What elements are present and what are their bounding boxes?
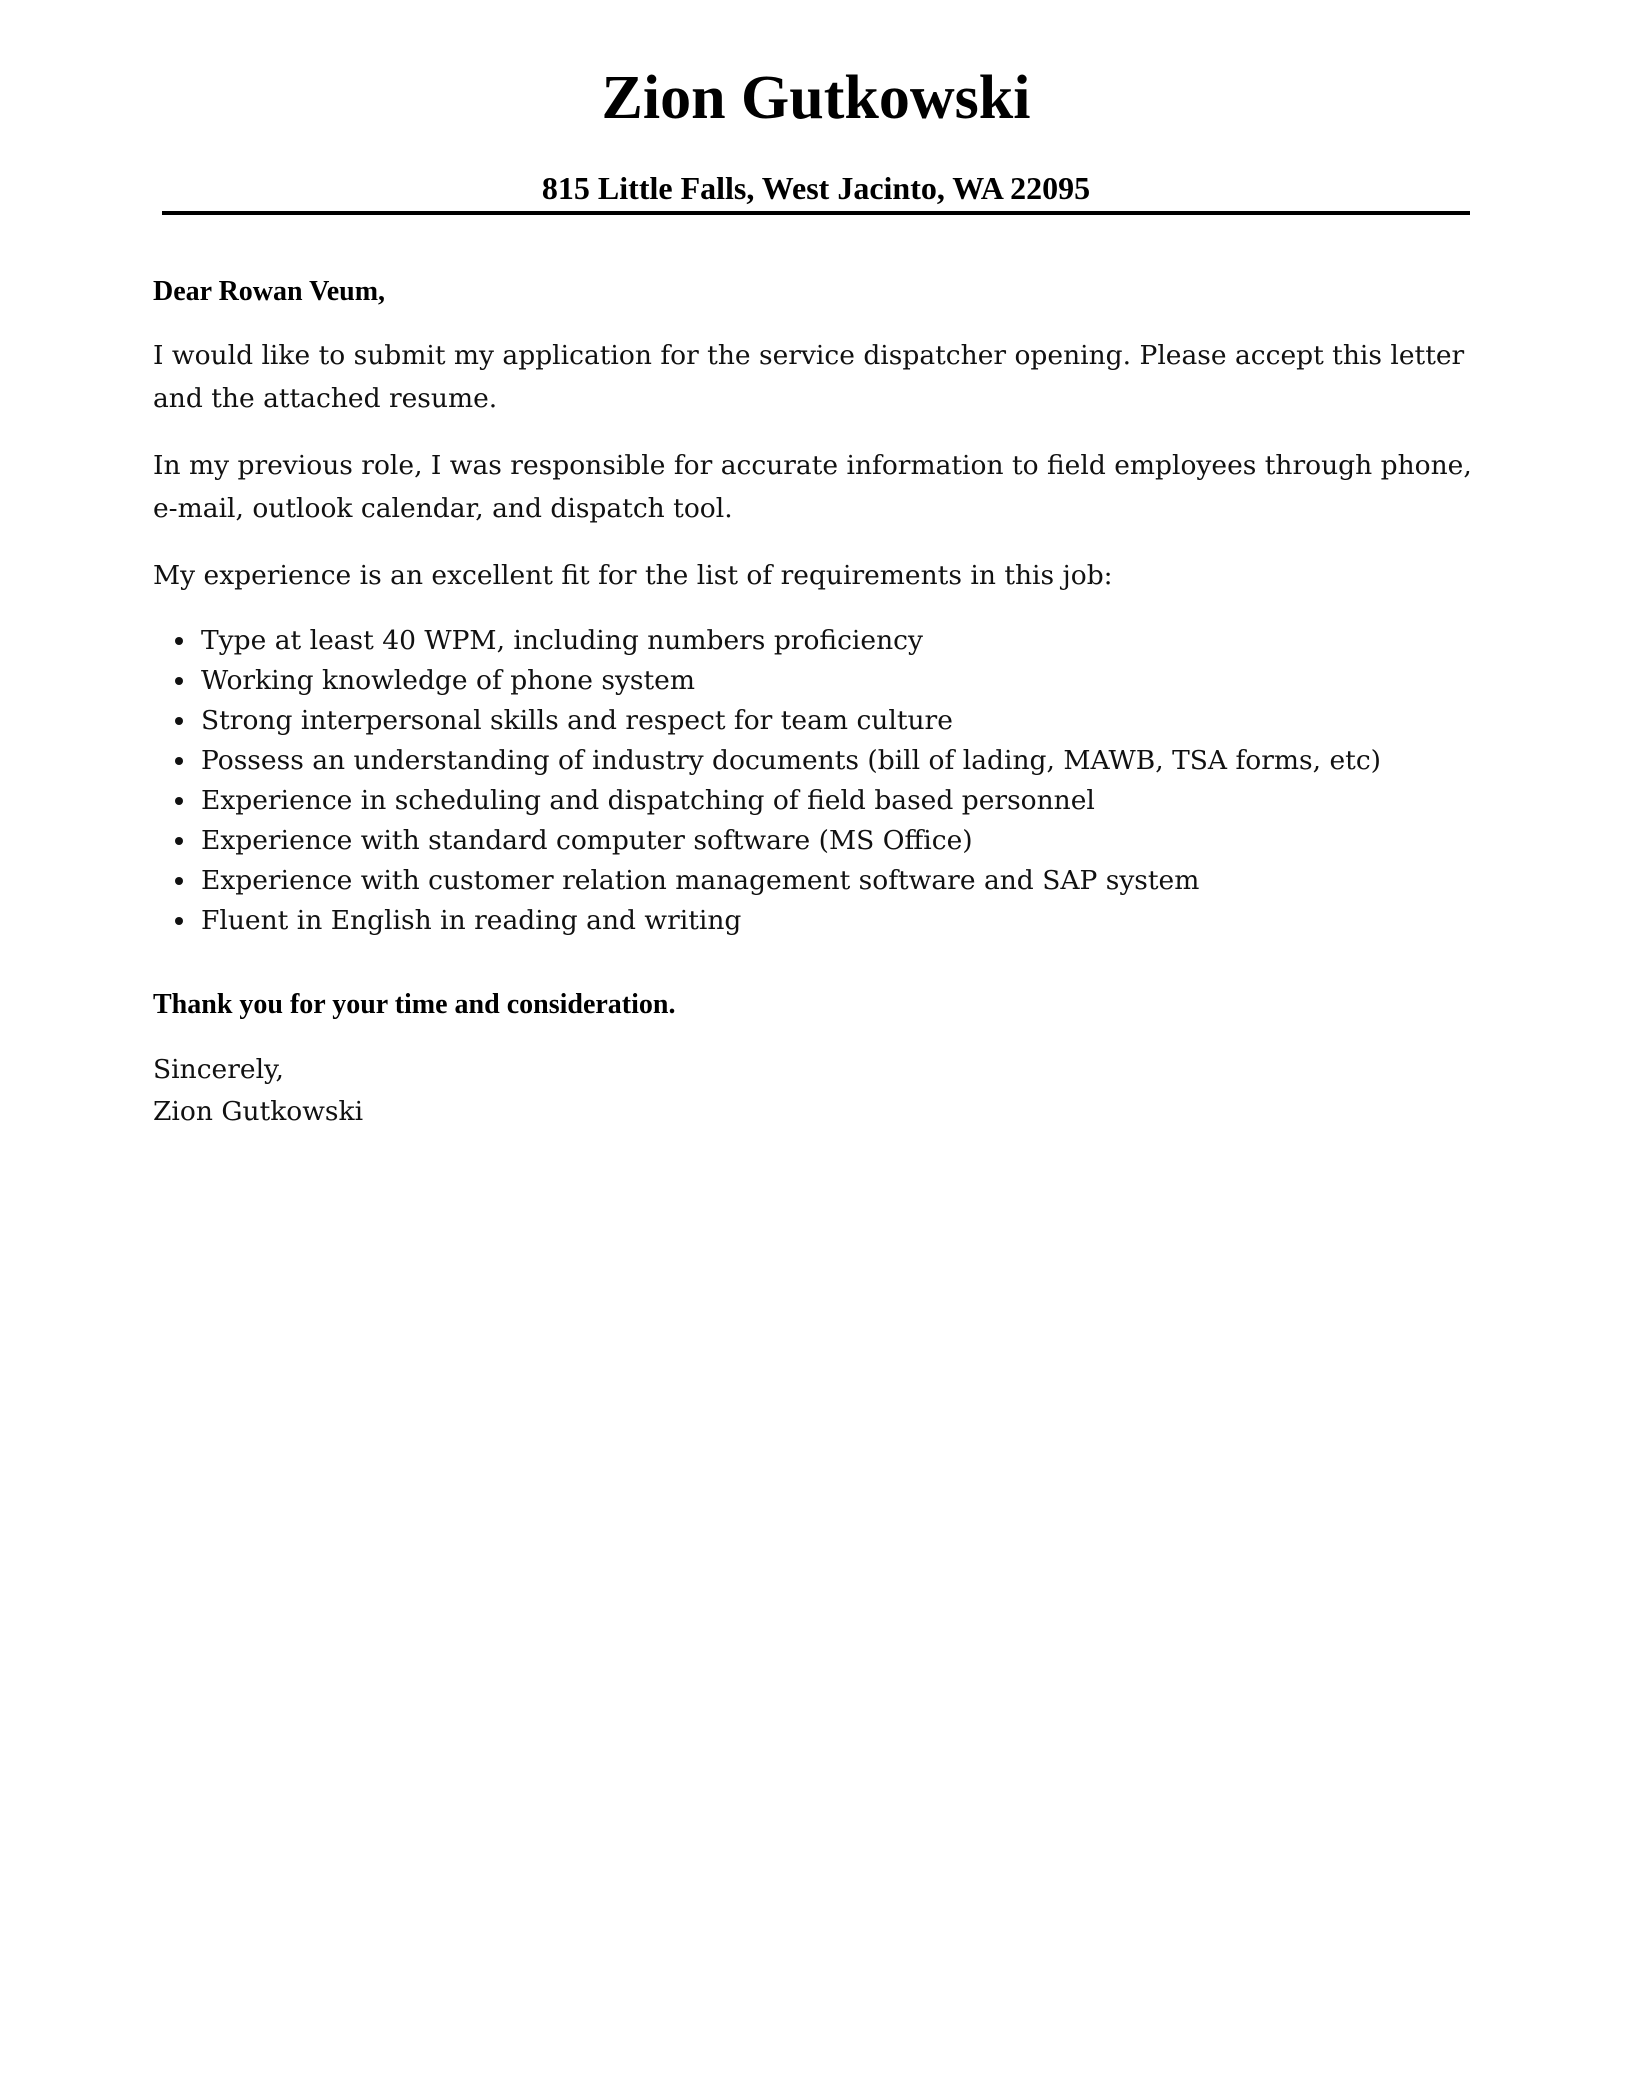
signature-name: Zion Gutkowski [153,1096,364,1127]
letter-header [162,58,1470,208]
list-item-text: Strong interpersonal skills and respect for team culture [201,705,953,736]
bullet-icon [175,797,183,805]
list-item [153,861,1483,901]
requirements-list [153,621,1483,941]
list-item-text: Experience with customer relation management software and SAP system [201,865,1200,896]
list-item-text: Working knowledge of phone system [201,665,695,696]
list-item-text: Type at least 40 WPM, including numbers proficiency [201,625,923,656]
experience-paragraph: In my previous role, I was responsible for accurate information to field employees through phone, e-mail, outlook calendar, and dispatch tool. [153,450,1472,524]
letter-body [153,272,1483,1133]
list-item [153,621,1483,661]
list-item-text: Experience in scheduling and dispatching of field based personnel [201,785,1095,816]
bullet-icon [175,837,183,845]
list-item [153,741,1483,781]
list-item-text: Experience with standard computer software (MS Office) [201,825,973,856]
bullet-icon [175,637,183,645]
list-item-text: Fluent in English in reading and writing [201,905,742,936]
bullet-icon [175,917,183,925]
requirements-intro: My experience is an excellent fit for the list of requirements in this job: [153,560,1113,591]
applicant-address: 815 Little Falls, West Jacinto, WA 22095 [541,170,1091,206]
intro-paragraph: I would like to submit my application for the service dispatcher opening. Please accept this letter and the attached resume. [153,340,1465,414]
list-item-text: Possess an understanding of industry documents (bill of lading, MAWB, TSA forms, etc) [201,745,1382,776]
list-item [153,701,1483,741]
closing-line: Sincerely, [153,1054,284,1085]
list-item [153,781,1483,821]
list-item [153,821,1483,861]
list-item [153,901,1483,941]
bullet-icon [175,757,183,765]
applicant-name: Zion Gutkowski [601,64,1031,132]
list-item [153,661,1483,701]
header-divider [162,211,1470,215]
thank-you-line: Thank you for your time and consideration. [153,989,676,1020]
bullet-icon [175,717,183,725]
bullet-icon [175,677,183,685]
bullet-icon [175,877,183,885]
salutation: Dear Rowan Veum, [153,276,386,307]
